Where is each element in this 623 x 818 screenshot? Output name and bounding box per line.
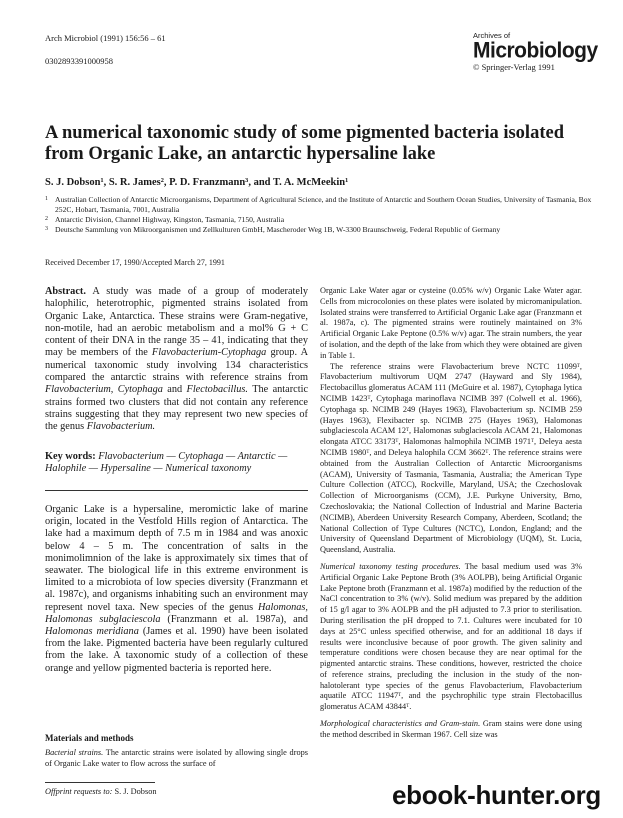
abstract-text: The antarctic strains formed two clusters that did not contain any reference strains suggesting that they may represent two new species of the genus	[45, 384, 309, 433]
intro-text: (James et al. 1990) have been isolated from the lake. Pigmented bacteria have been regularly cultured from the lake. A taxonomic study of a collection of these orange and yellow pigmented bacteria is reported here.	[45, 626, 308, 674]
logo-small-text: Archives of	[473, 31, 511, 40]
affiliation-number: 3	[45, 226, 48, 232]
right-paragraph	[320, 562, 582, 713]
intro-text: Organic Lake is a hypersaline, meromictic lake of marine origin, located in the Vestfold Hills region of Antarctica. The lake had a maximum depth of 7.5 m in 1984 and was anoxic below 4 – 5 m. The concentration of salts in the monimolimnion of the lake is approximately six times that of seawater. The biological life in this extreme environment is limited to a microbiota of low species diversity (Franzmann et al. 1987c), and organisms inhabiting such an environment may represent novel taxa. New species of the genus	[45, 504, 308, 613]
methods-subheading: Bacterial strains.	[45, 748, 104, 757]
section-divider	[45, 490, 308, 491]
journal-reference: Arch Microbiol (1991) 156:56 – 61	[45, 33, 166, 43]
right-text: The basal medium used was 3% Artificial Organic Lake Peptone Broth (3% AOLPB), being Artificial Organic Lake Peptone broth (Franzmann et al. 1987a) modified by the reduction of the NaCl concentration to 3% (w/v). Solid medium was prepared by the addition of 15 g/l agar to 3% AOLPB and the pH adjusted to 7.3 prior to sterilisation. During sterilisation the pH dropped to 7.1. Cultures were incubated for 10 days at 25°C unless specified otherwise, and for an additional 18 days if results were inconclusive because of poor growth. The given salinity and temperature conditions were chosen because they are near optimal for the pigmented antarctic strains. These conditions, however, restricted the choice of reference strains, precluding the inclusion in the study of the non-halotolerant type species of the genus Flavobacterium, Flavobacterium aquatile ATCC 11947ᵀ, and the psychrophilic type strain Flectobacillus glomeratus ACAM 43844ᵀ.	[320, 561, 582, 712]
intro-text: (Franzmann et al. 1987a), and	[167, 613, 308, 625]
right-column	[320, 286, 582, 741]
right-paragraph	[320, 719, 582, 741]
abstract-italic: Flavobacterium.	[86, 421, 156, 433]
logo-copyright: © Springer-Verlag 1991	[473, 62, 555, 72]
right-subheading: Morphological characteristics and Gram-stain.	[320, 719, 481, 729]
keywords	[45, 451, 308, 476]
affiliation-text: Deutsche Sammlung von Mikroorganismen und Zellkulturen GmbH, Mascheroder Weg 1B, W-3300 Braunschweig, Federal Republic of Germany	[55, 225, 501, 234]
right-paragraph: Organic Lake Water agar or cysteine (0.05% w/v) Organic Lake Water agar. Cells from microcolonies on these plates were isolated by micromanipulation. Isolated strains were transferred to Artificial Organic Lake agar (Franzmann et al. 1987a, c). The pigmented strains were routinely maintained on 3% Artificial Organic Lake Peptone (0.5% w/v) agar. The strain numbers, the year of isolation, and the depth of the lake from which they were obtained are given in Table 1.	[320, 286, 582, 360]
affiliation-text: Antarctic Division, Channel Highway, Kingston, Tasmania, 7150, Australia	[55, 215, 285, 224]
keywords-label: Key words:	[45, 451, 96, 462]
author-list: S. J. Dobson¹, S. R. James², P. D. Franzmann³, and T. A. McMeekin¹	[45, 177, 349, 188]
affiliation-text: Australian Collection of Antarctic Microorganisms, Department of Agricultural Science, and the Institute of Antarctic and Southern Ocean Studies, University of Tasmania, Box 252C, Hobart, Tasmania, 7001, Australia	[55, 195, 592, 214]
doi-number: 0302893391000958	[45, 56, 113, 66]
offprint-note	[45, 787, 308, 796]
article-title: A numerical taxonomic study of some pigmented bacteria isolated from Organic Lake, an antarctic hypersaline lake	[45, 123, 564, 164]
abstract-label: Abstract.	[45, 286, 86, 297]
abstract-text: A study was made of a group of moderately halophilic, heterotrophic, pigmented strains isolated from Organic Lake, Antarctica. These strains were Gram-negative, non-motile, had an aerobic metabolism and a mol% G + C content of their DNA in the range 35 – 41, indicating that they may be members of the	[45, 286, 308, 359]
offprint-label: Offprint requests to:	[45, 787, 113, 796]
abstract-text: group. A numerical taxonomic study involving 134 characteristics compared the antarctic strains with reference strains from	[45, 347, 309, 384]
footnote-divider	[45, 782, 155, 783]
affiliation-item	[45, 225, 605, 235]
received-dates: Received December 17, 1990/Accepted March 27, 1991	[45, 258, 225, 267]
abstract-italic: Flavobacterium, Cytophaga	[45, 384, 163, 396]
affiliations	[45, 195, 605, 235]
affiliation-number: 1	[45, 196, 48, 202]
intro-italic: Halomonas meridiana	[45, 626, 139, 638]
methods-heading: Materials and methods	[45, 733, 134, 743]
methods-text: The antarctic strains were isolated by allowing single drops of Organic Lake water to flow across the surface of	[45, 748, 308, 768]
keywords-text: Flavobacterium — Cytophaga — Antarctic — Halophile — Hypersaline — Numerical taxonomy	[45, 451, 288, 475]
affiliation-item	[45, 195, 605, 215]
watermark: ebook-hunter.org	[392, 780, 601, 810]
abstract	[45, 286, 308, 434]
right-paragraph: The reference strains were Flavobacterium breve NCTC 11099ᵀ, Flavobacterium multivorum UQM 2747 (Hayward and Sly 1984), Flectobacillus glomeratus ACAM 111 (McGuire et al. 1987), Cytophaga lytica NCIMB 1423ᵀ, Cytophaga marinoflava NCIMB 397 (Colwell et al. 1966), Cytophaga sp. NCIMB 249 (Hayes 1963), Flavobacterium sp. NCIMB 259 (Hayes 1963), Flexibacter sp. NCIMB 275 (Hayes 1963), Halomonas subglaciescola ACAM 12ᵀ, Halomonas subglaciescola ACAM 21, Halomonas elongata ATCC 33173ᵀ, Halomonas halmophila NCIMB 1971ᵀ, Deleya aesta NCIMB 1980ᵀ, and Deleya halophila CCM 3662ᵀ. The reference strains were obtained from the Australian Collection of Antarctic Microorganisms (ACAM), University of Tasmania, Tasmania, Australia; the American Type Culture Collection (ATCC), Rockville, Maryland, USA; the Czechoslovak Collection of Microorganisms (CCM), J.E. Purkyne University, Brno, Czechoslovakia; the National Collection of Industrial and Marine Bacteria (NCIMB), Aberdeen University Research Company, Aberdeen, Scotland; the National Collection of Type Cultures (NCTC), London, England; and the University of Queensland Department of Microbiology (UQM), St. Lucia, Queensland, Australia.	[320, 361, 582, 555]
right-text: Gram stains were done using the method described in Skerman 1967. Cell size was	[320, 719, 582, 739]
affiliation-number: 2	[45, 216, 48, 222]
abstract-text: and	[167, 384, 183, 396]
abstract-italic: Flavobacterium-Cytophaga	[151, 347, 267, 359]
journal-logo	[473, 31, 598, 72]
offprint-name: S. J. Dobson	[114, 787, 157, 796]
affiliation-item	[45, 215, 605, 225]
logo-title: Microbiology	[473, 38, 598, 63]
abstract-italic: Flectobacillus.	[186, 384, 249, 396]
right-subheading: Numerical taxonomy testing procedures.	[320, 561, 461, 571]
intro-italic: Halomonas, Halomonas subglaciescola	[45, 601, 308, 625]
methods-paragraph	[45, 748, 308, 770]
introduction	[45, 504, 308, 675]
